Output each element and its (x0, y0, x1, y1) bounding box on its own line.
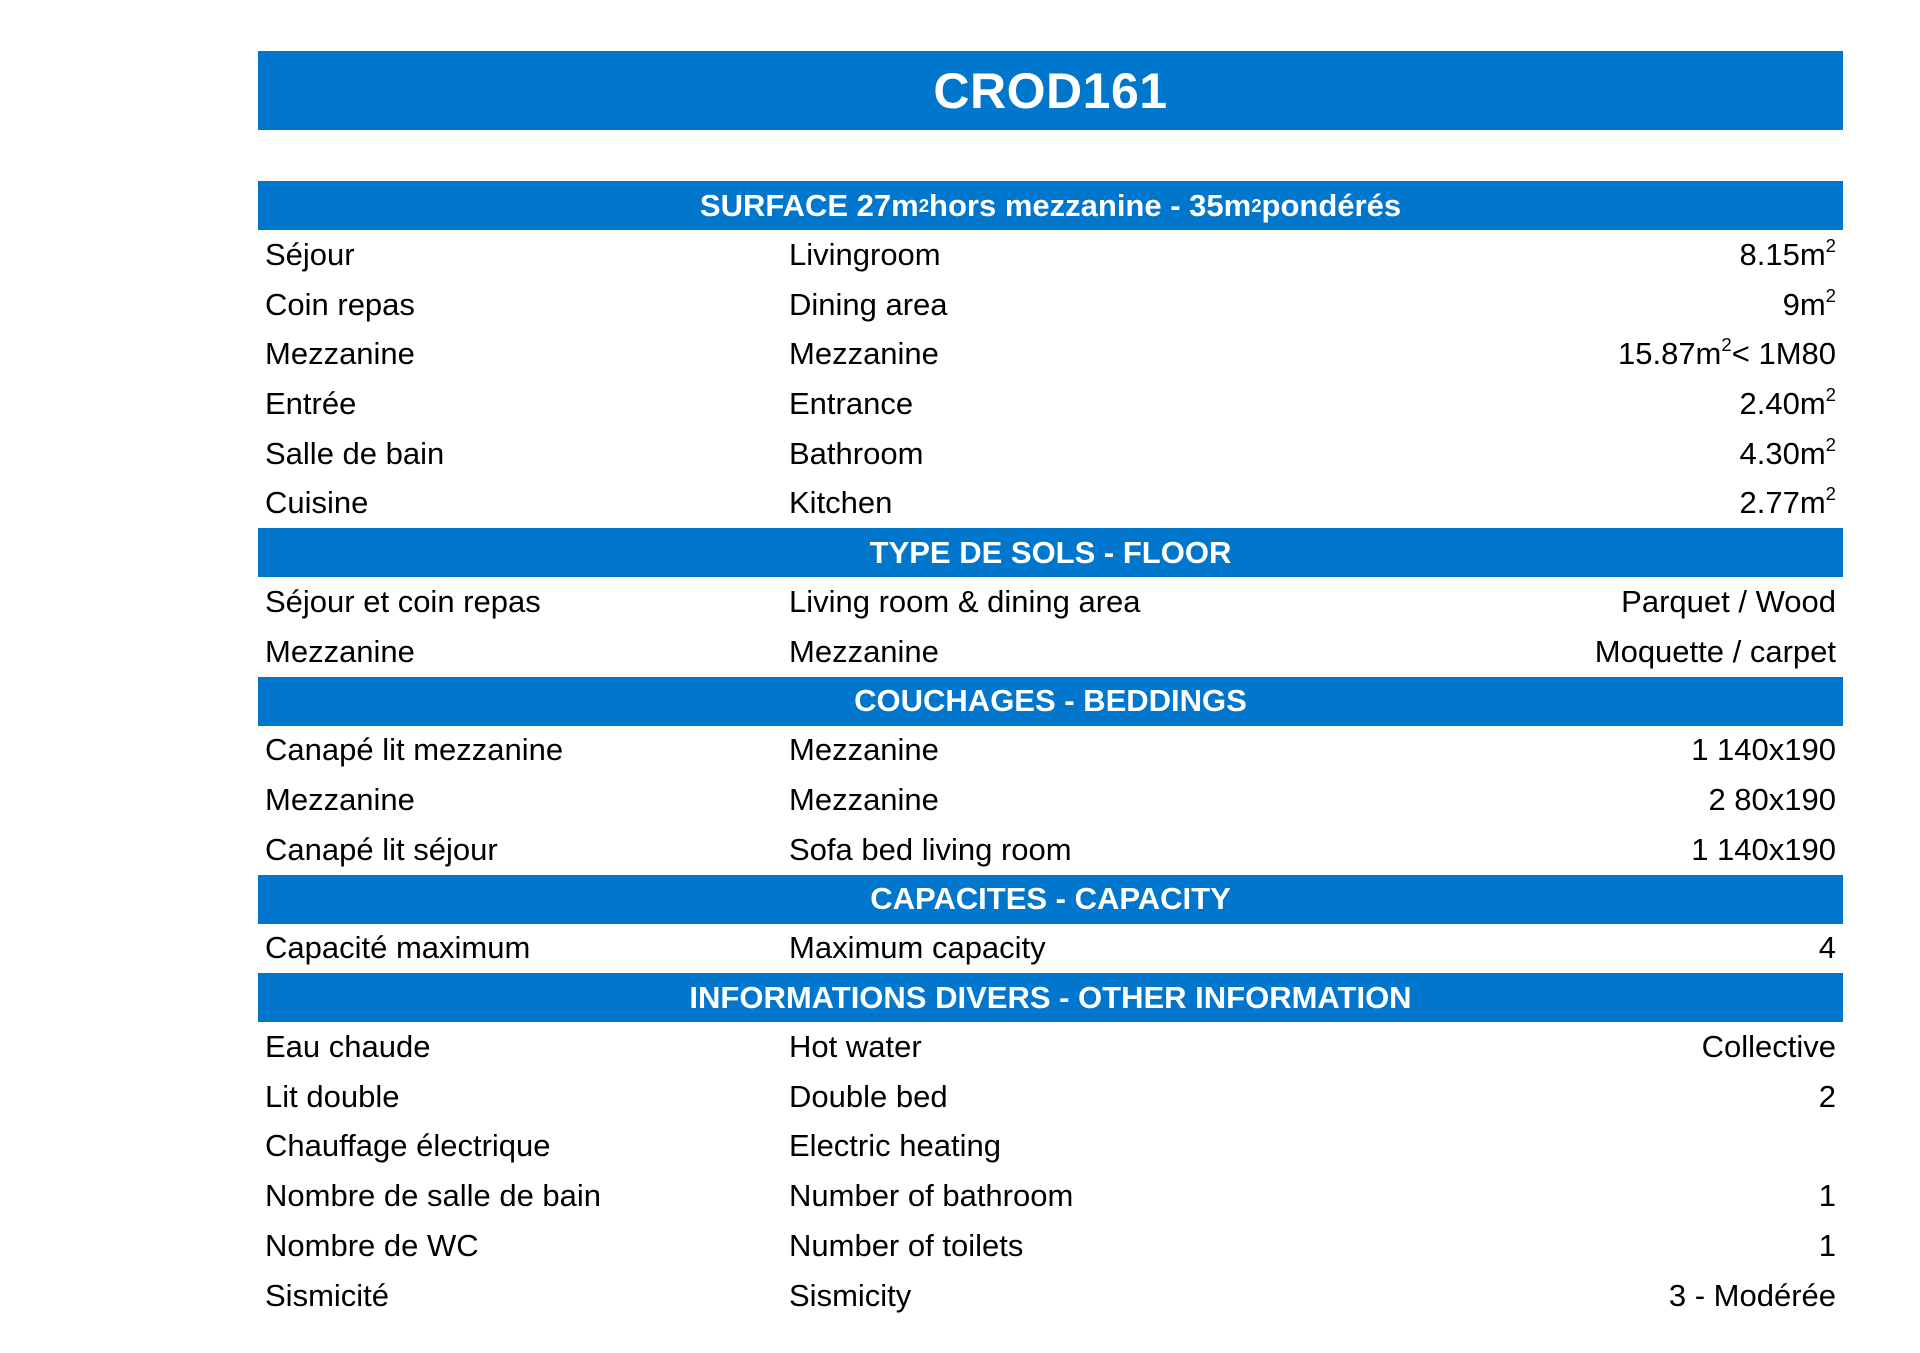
section-header-floor: TYPE DE SOLS - FLOOR (258, 528, 1843, 577)
value: $2.77m^2$ (1739, 483, 1836, 521)
value: $4.30m^2$ (1739, 433, 1836, 471)
table-row (258, 1171, 1843, 1221)
table-row (258, 1221, 1843, 1271)
table-row (258, 726, 1843, 776)
table-row (258, 1271, 1843, 1321)
label-en: Number of bathroom (789, 1178, 1074, 1214)
label-fr: Mezzanine (265, 633, 415, 669)
table-row (258, 230, 1843, 280)
value: 2 80x190 (1708, 782, 1836, 818)
table-row (258, 1122, 1843, 1172)
label-fr: Entrée (265, 385, 357, 421)
label-en: Sismicity (789, 1277, 912, 1313)
label-en: Living room & dining area (789, 583, 1141, 619)
label-fr: Coin repas (265, 286, 415, 322)
label-en: Number of toilets (789, 1227, 1024, 1263)
label-en: Double bed (789, 1078, 948, 1114)
property-sheet (258, 51, 1843, 1320)
value: $8.15m^2$ (1739, 234, 1836, 272)
section-header-capacity: CAPACITES - CAPACITY (258, 875, 1843, 924)
table-row (258, 379, 1843, 429)
label-en: Mezzanine (789, 336, 939, 372)
section-header-other-information: INFORMATIONS DIVERS - OTHER INFORMATION (258, 973, 1843, 1022)
value: 1 (1818, 1227, 1836, 1263)
label-fr: Nombre de salle de bain (265, 1178, 602, 1214)
table-row (258, 825, 1843, 875)
label-fr: Canapé lit séjour (265, 831, 498, 867)
value: 1 140x190 (1691, 732, 1836, 768)
label-fr: Mezzanine (265, 336, 415, 372)
label-en: Sofa bed living room (789, 831, 1072, 867)
table-row (258, 577, 1843, 627)
label-fr: Sismicité (265, 1277, 390, 1313)
label-en: Hot water (789, 1029, 922, 1065)
label-fr: Chauffage électrique (265, 1128, 551, 1164)
value: $2.40m^2$ (1739, 383, 1836, 421)
label-en: Mezzanine (789, 732, 939, 768)
table-row (258, 478, 1843, 528)
label-en: Entrance (789, 385, 914, 421)
label-en: Mezzanine (789, 633, 939, 669)
label-fr: Canapé lit mezzanine (265, 732, 564, 768)
label-fr: Salle de bain (265, 435, 445, 471)
value: 3 - Modérée (1668, 1277, 1836, 1313)
label-fr: Eau chaude (265, 1029, 431, 1065)
table-row (258, 429, 1843, 479)
label-en: Bathroom (789, 435, 924, 471)
table-row (258, 627, 1843, 677)
label-fr: Nombre de WC (265, 1227, 479, 1263)
section-header-surface: SURFACE 27m 2 hors mezzanine - 35m 2 pondérés (258, 181, 1843, 230)
table-row (258, 280, 1843, 330)
label-fr: Séjour et coin repas (265, 583, 541, 619)
value: 1 (1818, 1178, 1836, 1214)
table-row (258, 1022, 1843, 1072)
label-en: Mezzanine (789, 782, 939, 818)
value: 2 (1818, 1078, 1836, 1114)
label-fr: Séjour (265, 236, 355, 272)
label-en: Livingroom (789, 236, 941, 272)
label-fr: Mezzanine (265, 782, 415, 818)
label-fr: Cuisine (265, 485, 369, 521)
label-en: Kitchen (789, 485, 893, 521)
value: 4 (1818, 930, 1836, 966)
value: Parquet / Wood (1621, 583, 1836, 619)
value: 1 140x190 (1691, 831, 1836, 867)
value: $15.87m^2< 1M80$ (1617, 334, 1836, 372)
value: $9m^2$ (1782, 284, 1836, 322)
label-en: Maximum capacity (789, 930, 1046, 966)
value: Moquette / carpet (1594, 633, 1836, 669)
label-en: Electric heating (789, 1128, 1001, 1164)
table-row (258, 775, 1843, 825)
table-row (258, 329, 1843, 379)
label-en: Dining area (789, 286, 948, 322)
spacer (258, 130, 1843, 181)
section-header-beddings: COUCHAGES - BEDDINGS (258, 677, 1843, 726)
table-row (258, 1072, 1843, 1122)
label-fr: Capacité maximum (265, 930, 531, 966)
value: Collective (1701, 1029, 1836, 1065)
table-row (258, 924, 1843, 974)
label-fr: Lit double (265, 1078, 400, 1114)
page-title: CROD161 (258, 51, 1843, 130)
